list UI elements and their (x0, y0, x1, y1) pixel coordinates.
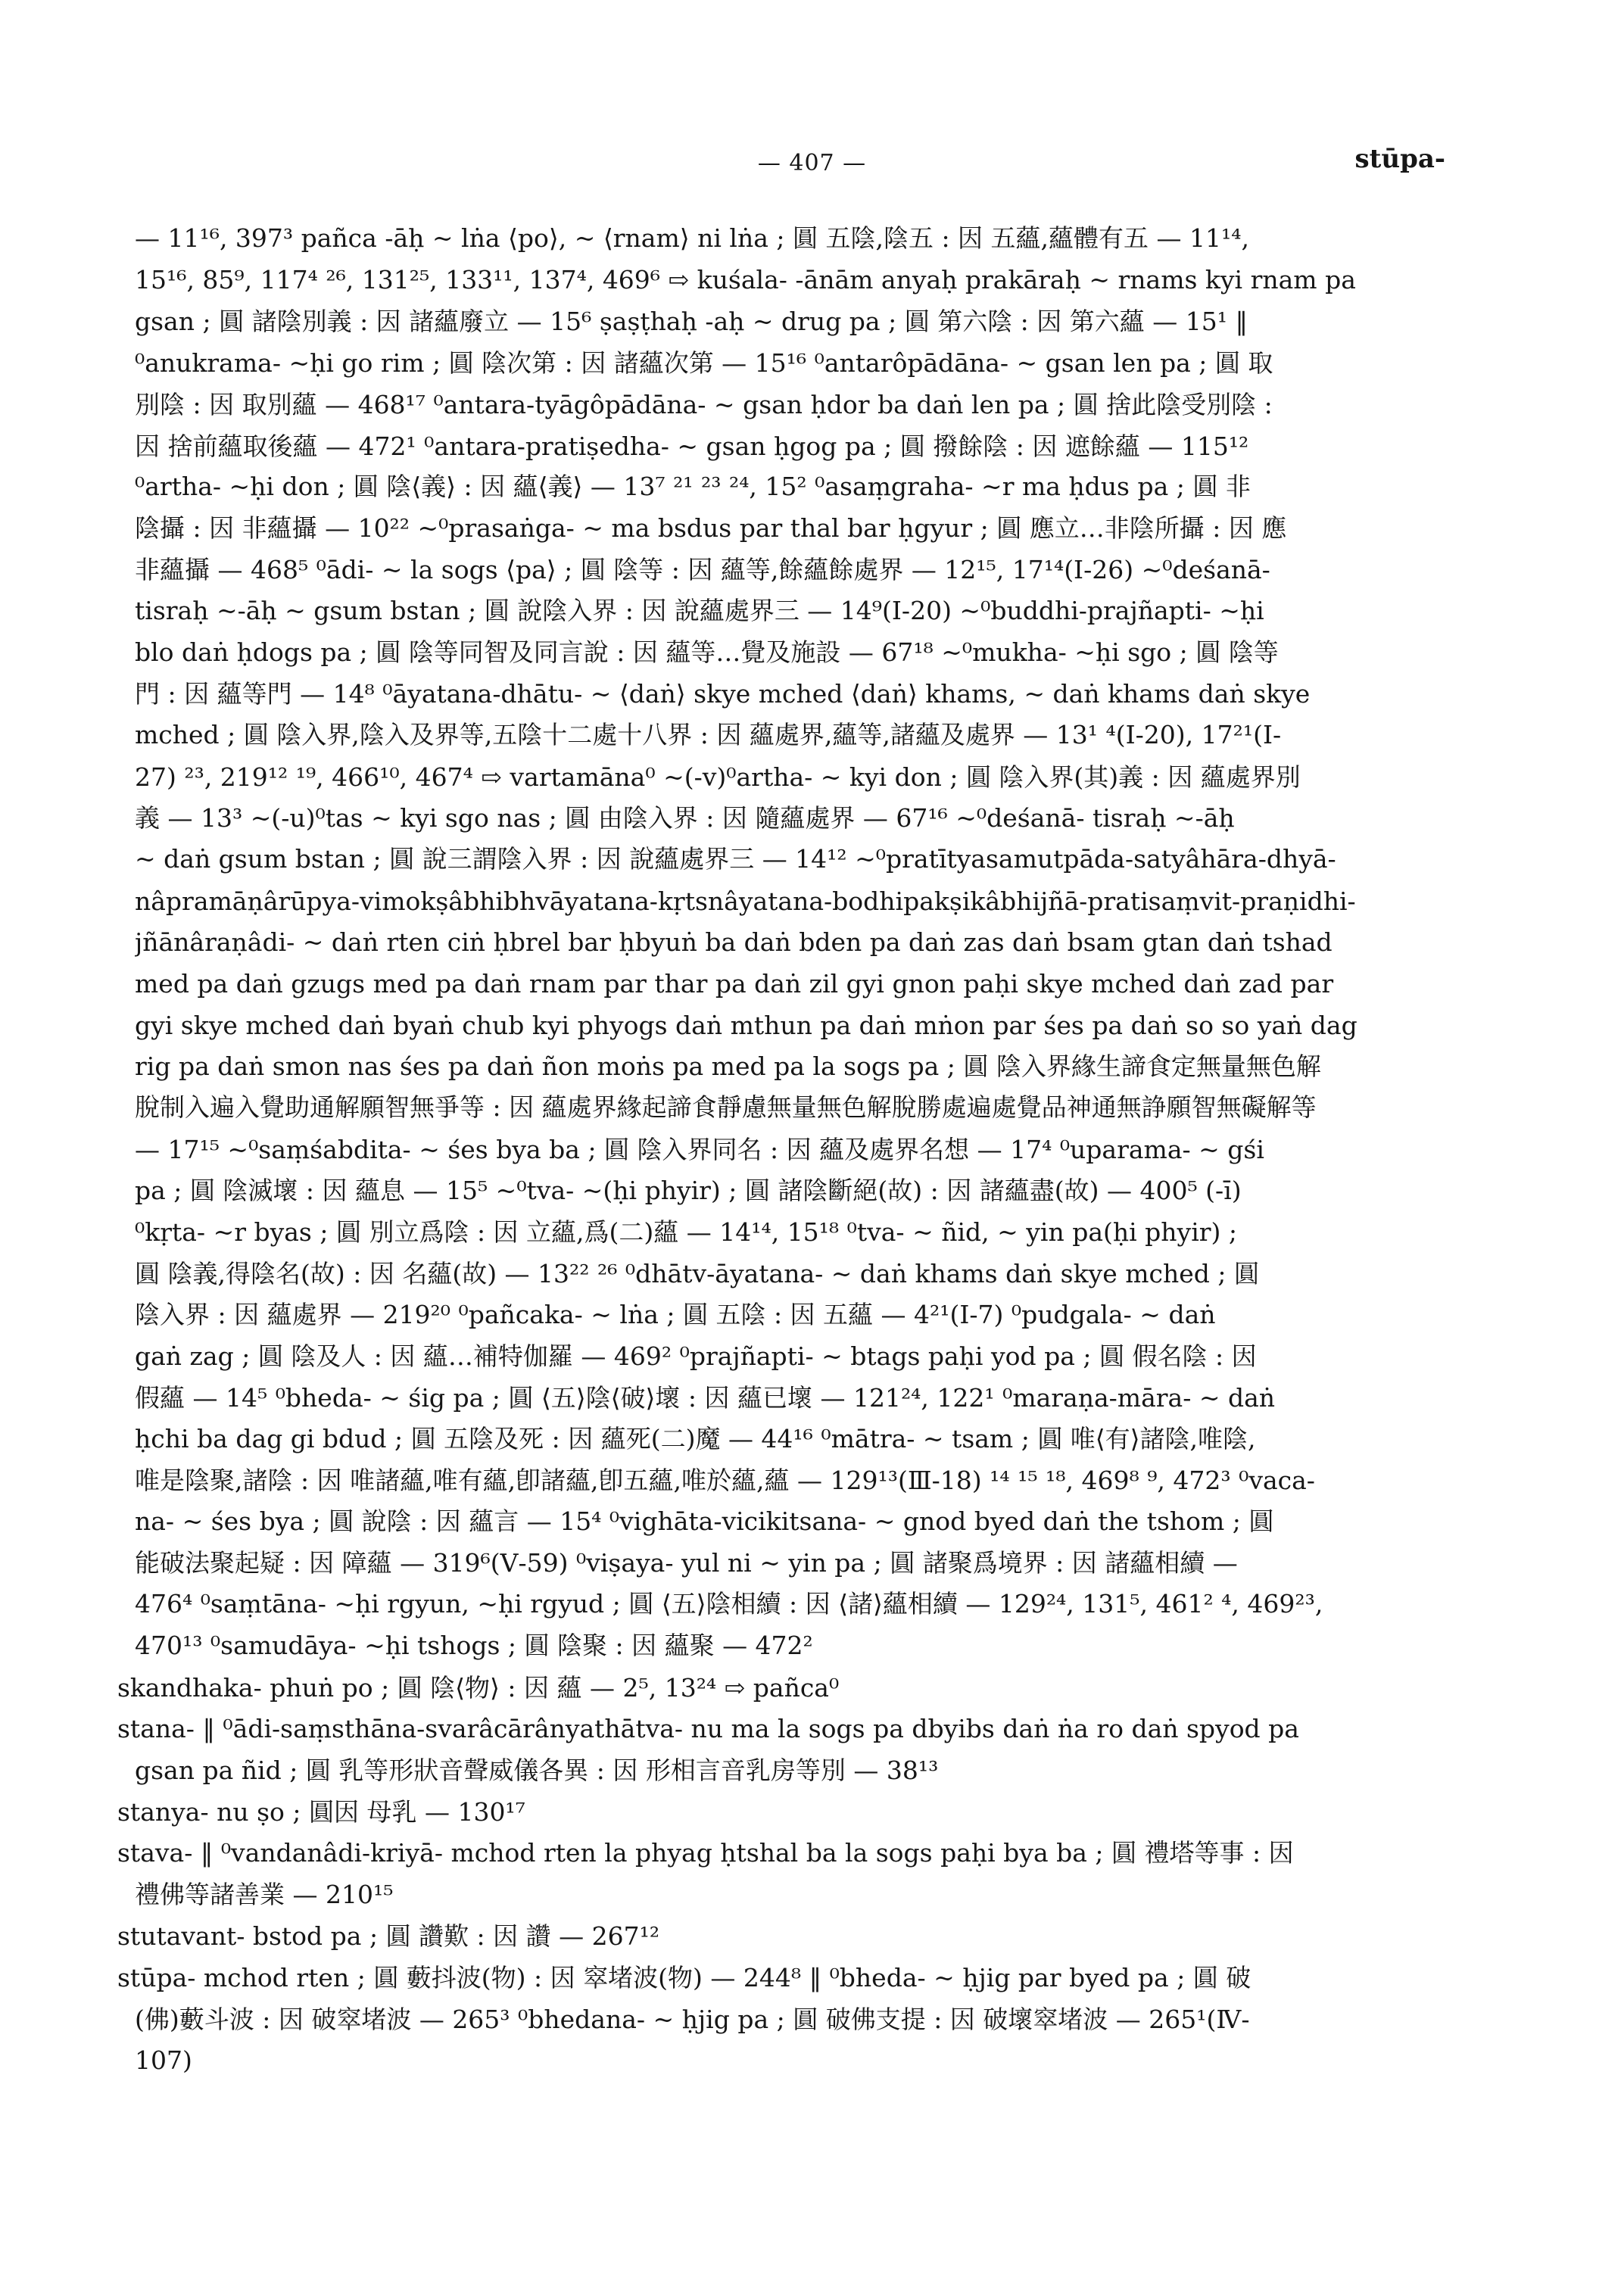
headword-entry-line: skandhaka- phuṅ po ; 圓 陰⟨物⟩ : 因 蘊 — 2⁵, 13²⁴ ⇨ pañca⁰ (117, 1673, 840, 1703)
entry-line: mched ; 圓 陰入界,陰入及界等,五陰十二處十八界 : 因 蘊處界,蘊等,諸蘊及處界 — 13¹ ⁴(Ⅰ-20), 17²¹(Ⅰ- (135, 720, 1282, 749)
entry-line: — 17¹⁵ ~⁰saṃśabdita- ~ śes bya ba ; 圓 陰入界同名 : 因 蘊及處界名想 — 17⁴ ⁰uparama- ~ gśi (135, 1135, 1264, 1164)
entry-line: 476⁴ ⁰saṃtāna- ~ḥi rgyun, ~ḥi rgyud ; 圓 ⟨五⟩陰相續 : 因 ⟨諸⟩蘊相續 — 129²⁴, 131⁵, 461² ⁴, 469²³, (135, 1589, 1323, 1618)
entry-line: 107) (135, 2045, 192, 2075)
entry-line: 陰入界 : 因 蘊處界 — 219²⁰ ⁰pañcaka- ~ lṅa ; 圓 五陰 : 因 五蘊 — 4²¹(Ⅰ-7) ⁰pudgala- ~ daṅ (135, 1300, 1216, 1329)
entry-line: ⁰artha- ~ḥi don ; 圓 陰⟨義⟩ : 因 蘊⟨義⟩ — 13⁷ ²¹ ²³ ²⁴, 15² ⁰asaṃgraha- ~r ma ḥdus pa ; 圓 非 (135, 472, 1251, 501)
entry-line: tisraḥ ~-āḥ ~ gsum bstan ; 圓 說陰入界 : 因 說蘊處界三 — 14⁹(Ⅰ-20) ~⁰buddhi-prajñapti- ~ḥi (135, 596, 1264, 625)
entry-line: gsan pa ñid ; 圓 乳等形狀音聲威儀各異 : 因 形相言音乳房等別 — 38¹³ (135, 1756, 939, 1785)
entry-line: ḥchi ba dag gi bdud ; 圓 五陰及死 : 因 蘊死(二)魔 — 44¹⁶ ⁰mātra- ~ tsam ; 圓 唯⟨有⟩諸陰,唯陰, (135, 1424, 1256, 1453)
entry-line: 非蘊攝 — 468⁵ ⁰ādi- ~ la sogs ⟨pa⟩ ; 圓 陰等 : 因 蘊等,餘蘊餘處界 — 12¹⁵, 17¹⁴(Ⅰ-26) ~⁰deśanā- (135, 555, 1270, 584)
entry-line: 門 : 因 蘊等門 — 14⁸ ⁰āyatana-dhātu- ~ ⟨daṅ⟩ skye mched ⟨daṅ⟩ khams, ~ daṅ khams daṅ skye (135, 679, 1311, 709)
entry-line: ~ daṅ gsum bstan ; 圓 說三謂陰入界 : 因 說蘊處界三 — 14¹² ~⁰pratītyasamutpāda-satyâhāra-dhyā- (135, 844, 1336, 874)
entry-line: 假蘊 — 14⁵ ⁰bheda- ~ śig pa ; 圓 ⟨五⟩陰⟨破⟩壞 : 因 蘊已壞 — 121²⁴, 122¹ ⁰maraṇa-māra- ~ daṅ (135, 1383, 1276, 1413)
headword-entry-line: stava- ‖ ⁰vandanâdi-kriyā- mchod rten la phyag ḥtshal ba la sogs paḥi bya ba ; 圓 禮塔等事 : 因 (117, 1838, 1294, 1868)
entry-line: gyi skye mched daṅ byaṅ chub kyi phyogs daṅ mthun pa daṅ mṅon par śes pa daṅ so so yaṅ dag (135, 1011, 1357, 1040)
entry-line: pa ; 圓 陰滅壞 : 因 蘊息 — 15⁵ ~⁰tva- ~(ḥi phyir) ; 圓 諸陰斷絕(故) : 因 諸蘊盡(故) — 400⁵ (-ī) (135, 1176, 1242, 1205)
entry-line: 別陰 : 因 取別蘊 — 468¹⁷ ⁰antara-tyāgôpādāna- ~ gsan ḥdor ba daṅ len pa ; 圓 捨此陰受別陰 : (135, 390, 1273, 419)
entry-line: 圓 陰義,得陰名(故) : 因 名蘊(故) — 13²² ²⁶ ⁰dhātv-āyatana- ~ daṅ khams daṅ skye mched ; 圓 (135, 1259, 1259, 1288)
entry-line: — 11¹⁶, 397³ pañca -āḥ ~ lṅa ⟨po⟩, ~ ⟨rnam⟩ ni lṅa ; 圓 五陰,陰五 : 因 五蘊,蘊體有五 — 11¹⁴, (135, 223, 1249, 253)
entry-line: gaṅ zag ; 圓 陰及人 : 因 蘊…補特伽羅 — 469² ⁰prajñapti- ~ btags paḥi yod pa ; 圓 假名陰 : 因 (135, 1341, 1257, 1371)
headword-entry-line: stūpa- mchod rten ; 圓 藪抖波(物) : 因 窣堵波(物) — 244⁸ ‖ ⁰bheda- ~ ḥjig par byed pa ; 圓 破 (117, 1963, 1252, 1992)
page-number: — 407 — (757, 150, 867, 176)
entry-line: ⁰anukrama- ~ḥi go rim ; 圓 陰次第 : 因 諸蘊次第 — 15¹⁶ ⁰antarôpādāna- ~ gsan len pa ; 圓 取 (135, 348, 1273, 378)
entry-line: 因 捨前蘊取後蘊 — 472¹ ⁰antara-pratiṣedha- ~ gsan ḥgog pa ; 圓 撥餘陰 : 因 遮餘蘊 — 115¹² (135, 431, 1249, 461)
entry-line: (佛)藪斗波 : 因 破窣堵波 — 265³ ⁰bhedana- ~ ḥjig pa ; 圓 破佛支提 : 因 破壞窣堵波 — 265¹(Ⅳ- (135, 2005, 1250, 2034)
entry-line: rig pa daṅ smon nas śes pa daṅ ñon moṅs pa med pa la sogs pa ; 圓 陰入界緣生諦食定無量無色解 (135, 1051, 1321, 1081)
entry-line: 陰攝 : 因 非蘊攝 — 10²² ~⁰prasaṅga- ~ ma bsdus par thal bar ḥgyur ; 圓 應立…非陰所攝 : 因 應 (135, 513, 1287, 543)
entry-line: nâpramāṇârūpya-vimokṣâbhibhvāyatana-kṛtsnâyatana-bodhipakṣikâbhijñā-pratisaṃvit-praṇidhi- (135, 886, 1356, 916)
entry-line: na- ~ śes bya ; 圓 說陰 : 因 蘊言 — 15⁴ ⁰vighāta-vicikitsana- ~ gnod byed daṅ the tshom ; 圓 (135, 1506, 1274, 1536)
entry-line: 470¹³ ⁰samudāya- ~ḥi tshogs ; 圓 陰聚 : 因 蘊聚 — 472² (135, 1631, 813, 1660)
headword-entry-line: stana- ‖ ⁰ādi-saṃsthāna-svarâcārânyathātva- nu ma la sogs pa dbyibs daṅ ṅa ro daṅ spyod pa (117, 1714, 1299, 1743)
entry-line: 27) ²³, 219¹² ¹⁹, 466¹⁰, 467⁴ ⇨ vartamāna⁰ ~(-v)⁰artha- ~ kyi don ; 圓 陰入界(其)義 : 因 蘊處界別 (135, 762, 1301, 792)
entry-line: 禮佛等諸善業 — 210¹⁵ (135, 1880, 394, 1909)
entry-line: 15¹⁶, 85⁹, 117⁴ ²⁶, 131²⁵, 133¹¹, 137⁴, 469⁶ ⇨ kuśala- -ānām anyaḥ prakāraḥ ~ rnams kyi rnam pa (135, 265, 1356, 294)
entry-line: 脫制入遍入覺助通解願智無爭等 : 因 蘊處界緣起諦食靜慮無量無色解脫勝處遍處覺品神通無諍願智無礙解等 (135, 1092, 1317, 1122)
entry-line: 唯是陰聚,諸陰 : 因 唯諸蘊,唯有蘊,卽諸蘊,卽五蘊,唯於蘊,蘊 — 129¹³(Ⅲ-18) ¹⁴ ¹⁵ ¹⁸, 469⁸ ⁹, 472³ ⁰vaca- (135, 1466, 1315, 1495)
entry-line: jñānâraṇâdi- ~ daṅ rten ciṅ ḥbrel bar ḥbyuṅ ba daṅ bden pa daṅ zas daṅ bsam gtan daṅ tshad (135, 927, 1333, 957)
entry-line: ⁰kṛta- ~r byas ; 圓 別立爲陰 : 因 立蘊,爲(二)蘊 — 14¹⁴, 15¹⁸ ⁰tva- ~ ñid, ~ yin pa(ḥi phyir) ; (135, 1217, 1238, 1247)
entry-line: 義 — 13³ ~(-u)⁰tas ~ kyi sgo nas ; 圓 由陰入界 : 因 隨蘊處界 — 67¹⁶ ~⁰deśanā- tisraḥ ~-āḥ (135, 803, 1235, 833)
headword-entry-line: stanya- nu ṣo ; 圓因 母乳 — 130¹⁷ (117, 1797, 525, 1827)
entry-line: gsan ; 圓 諸陰別義 : 因 諸蘊廢立 — 15⁶ ṣaṣṭhaḥ -aḥ ~ drug pa ; 圓 第六陰 : 因 第六蘊 — 15¹ ‖ (135, 307, 1248, 336)
entry-line: blo daṅ ḥdogs pa ; 圓 陰等同智及同言說 : 因 蘊等…覺及施設 — 67¹⁸ ~⁰mukha- ~ḥi sgo ; 圓 陰等 (135, 637, 1279, 667)
entry-line: 能破法聚起疑 : 因 障蘊 — 319⁶(Ⅴ-59) ⁰viṣaya- yul ni ~ yin pa ; 圓 諸聚爲境界 : 因 諸蘊相續 — (135, 1548, 1238, 1578)
headword-entry-line: stutavant- bstod pa ; 圓 讚歎 : 因 讚 — 267¹² (117, 1921, 660, 1951)
running-head: stūpa- (1354, 144, 1445, 174)
entry-line: med pa daṅ gzugs med pa daṅ rnam par thar pa daṅ zil gyi gnon paḥi skye mched daṅ zad par (135, 969, 1334, 999)
